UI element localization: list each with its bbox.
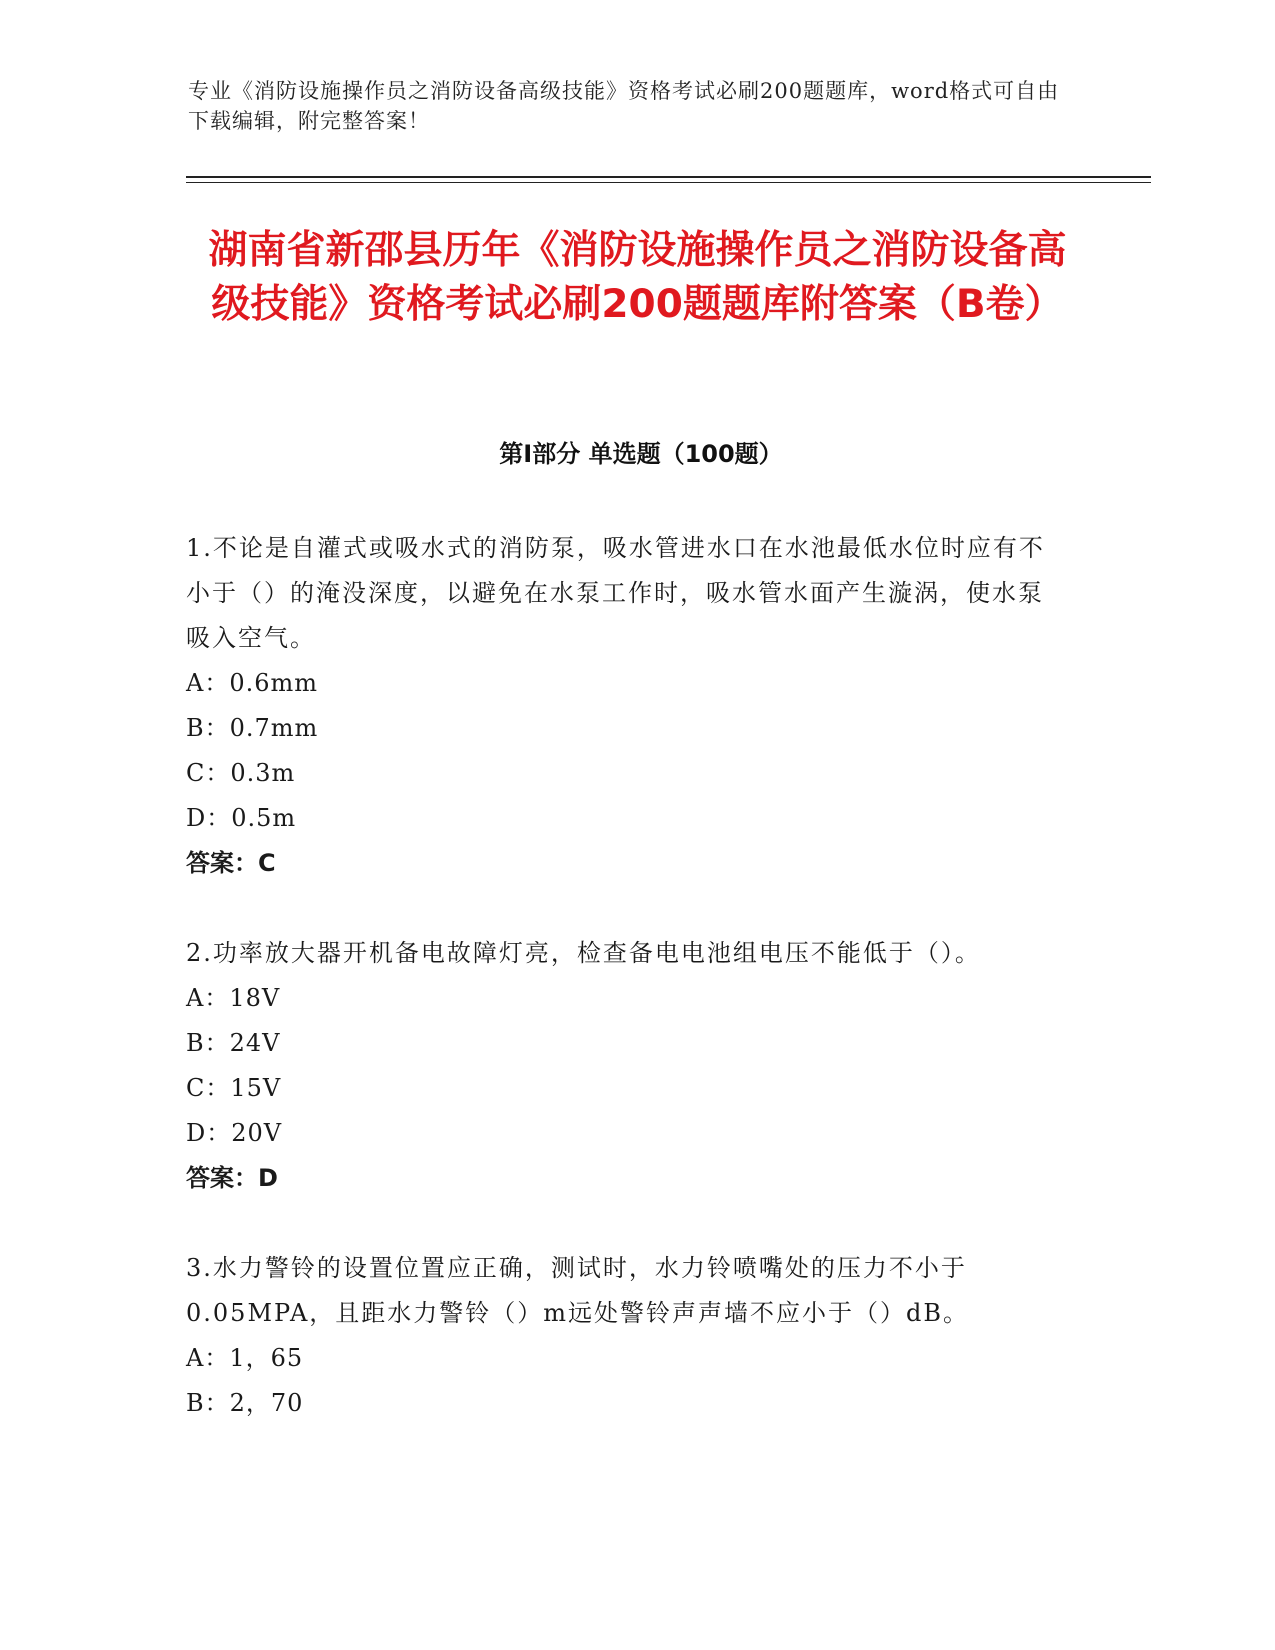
option-a: A：18V xyxy=(186,984,281,1012)
answer: 答案：C xyxy=(186,849,276,877)
option-b: B：0.7mm xyxy=(186,714,319,742)
question-list xyxy=(186,526,1066,1471)
option-c: C：0.3m xyxy=(186,759,296,787)
question-3 xyxy=(186,1246,1066,1426)
header-rule-thick xyxy=(186,176,1151,178)
question-1 xyxy=(186,526,1066,886)
question-2 xyxy=(186,931,1066,1201)
header-rule-thin xyxy=(186,182,1151,183)
option-a: A：0.6mm xyxy=(186,669,319,697)
option-d: D：20V xyxy=(186,1119,283,1147)
option-d: D：0.5m xyxy=(186,804,297,832)
question-stem: 1.不论是自灌式或吸水式的消防泵，吸水管进水口在水池最低水位时应有不小于（）的淹没深度，以避免在水泵工作时，吸水管水面产生漩涡，使水泵吸入空气。 xyxy=(186,534,1045,652)
option-b: B：2，70 xyxy=(186,1389,304,1417)
section-title: 第Ⅰ部分 单选题（100题） xyxy=(499,440,783,468)
question-stem: 2.功率放大器开机备电故障灯亮，检查备电电池组电压不能低于（）。 xyxy=(186,939,981,967)
document-title: 湖南省新邵县历年《消防设施操作员之消防设备高级技能》资格考试必刷200题题库附答案（B卷） xyxy=(208,228,1067,327)
header-note: 专业《消防设施操作员之消防设备高级技能》资格考试必刷200题题库，word格式可自由下载编辑，附完整答案！ xyxy=(188,79,1060,133)
question-stem: 3.水力警铃的设置位置应正确，测试时，水力铃喷嘴处的压力不小于0.05MPA，且距水力警铃（）m远处警铃声声墙不应小于（）dB。 xyxy=(186,1254,970,1327)
option-c: C：15V xyxy=(186,1074,282,1102)
option-a: A：1，65 xyxy=(186,1344,304,1372)
answer: 答案：D xyxy=(186,1164,278,1192)
option-b: B：24V xyxy=(186,1029,281,1057)
